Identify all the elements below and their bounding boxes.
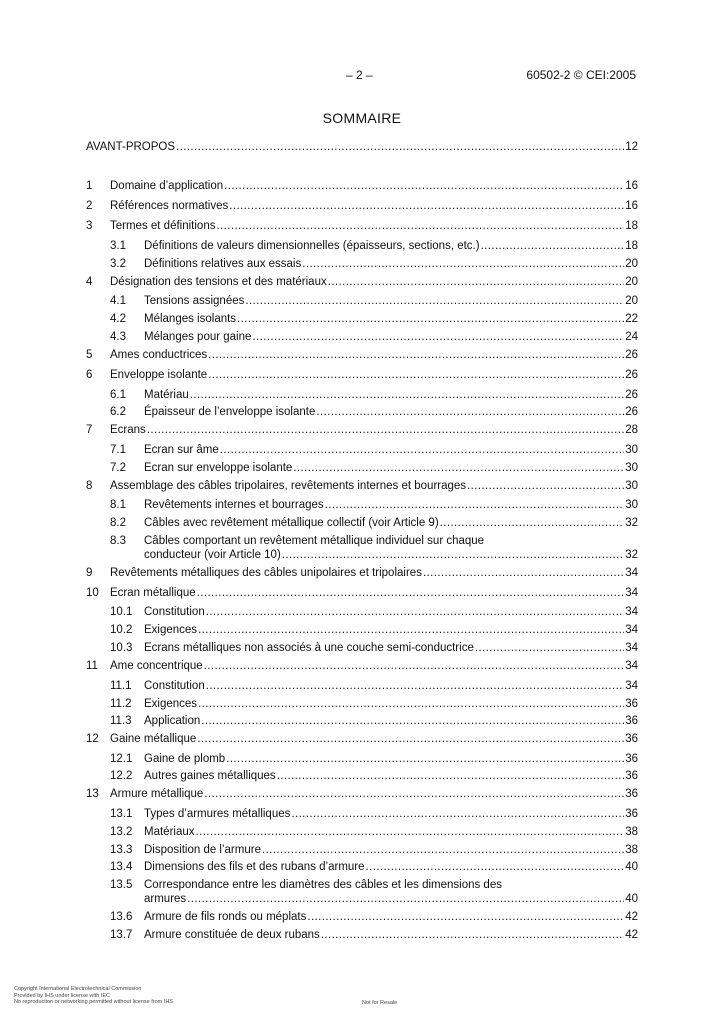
toc-entry[interactable] <box>86 910 638 924</box>
toc-entry-page: 40 <box>625 861 638 873</box>
toc-entry-number: 13.2 <box>110 826 133 838</box>
dot-leader <box>198 623 624 637</box>
dot-leader <box>216 219 624 233</box>
toc-entry-title: Définitions de valeurs dimensionnelles (épaisseurs, sections, etc.) <box>144 240 480 252</box>
toc-entry-page: 24 <box>625 331 638 343</box>
toc-entry-title: Constitution <box>144 606 205 618</box>
dot-leader <box>282 548 624 562</box>
toc-entry[interactable] <box>86 368 638 382</box>
resale-notice: Not for Resale <box>362 1000 398 1006</box>
dot-leader <box>224 179 624 193</box>
toc-entry-title: Disposition de l’armure <box>144 844 261 856</box>
toc-entry-page: 16 <box>625 200 638 212</box>
toc-entry-title: Gaine de plomb <box>144 753 226 765</box>
toc-entry-number: 7.1 <box>110 444 126 456</box>
dot-leader <box>302 257 624 271</box>
toc-entry-title: Désignation des tensions et des matériaux <box>110 276 327 288</box>
toc-entry-page: 42 <box>625 911 638 923</box>
toc-entry-number: 6.1 <box>110 389 126 401</box>
toc-entry-page: 26 <box>625 369 638 381</box>
toc-entry-title: Termes et définitions <box>110 220 216 232</box>
copyright-line: No reproduction or networking permitted without license from IHS <box>14 999 173 1005</box>
toc-entry-title: Ecran sur enveloppe isolante <box>144 462 293 474</box>
toc-entry-title: Dimensions des fils et des rubans d’armure <box>144 861 365 873</box>
toc-entry-title: Mélanges pour gaine <box>144 331 252 343</box>
toc-entry-number: 13.3 <box>110 844 133 856</box>
toc-entry-page: 36 <box>625 808 638 820</box>
toc-entry-page: 34 <box>625 624 638 636</box>
dot-leader <box>316 405 624 419</box>
dot-leader <box>176 140 624 154</box>
toc-entry-number: 8.2 <box>110 517 126 529</box>
dot-leader <box>293 461 624 475</box>
dot-leader <box>475 641 624 655</box>
toc-entry-number: 13.1 <box>110 808 133 820</box>
toc-entry-number: 8.1 <box>110 499 126 511</box>
dot-leader <box>190 388 624 402</box>
dot-leader <box>206 679 624 693</box>
toc-entry-number: 2 <box>86 200 93 212</box>
toc-entry[interactable] <box>86 219 638 233</box>
toc-entry-title: Épaisseur de l’enveloppe isolante <box>144 406 316 418</box>
toc-entry[interactable] <box>86 641 638 655</box>
toc-entry-number: 13.7 <box>110 929 133 941</box>
copyright-notice <box>14 986 173 1006</box>
dot-leader <box>291 807 624 821</box>
toc-entry-page: 18 <box>625 240 638 252</box>
toc-entry[interactable] <box>86 752 638 766</box>
toc-entry-page: 36 <box>625 698 638 710</box>
toc-entry-page: 34 <box>625 680 638 692</box>
toc-entry[interactable] <box>86 140 638 154</box>
page-title: SOMMAIRE <box>322 110 402 126</box>
dot-leader <box>196 825 625 839</box>
dot-leader <box>197 732 624 746</box>
toc-entry-title-continued: conducteur (voir Article 10) <box>144 549 281 561</box>
toc-entry-page: 36 <box>625 770 638 782</box>
dot-leader <box>440 516 625 530</box>
toc-entry-number: 13.4 <box>110 861 133 873</box>
toc-entry[interactable] <box>86 516 638 530</box>
toc-entry-title: Domaine d’application <box>110 180 224 192</box>
toc-entry[interactable] <box>86 732 638 746</box>
toc-entry-number: 8 <box>86 480 93 492</box>
toc-entry[interactable] <box>86 586 638 600</box>
toc-entry-number: 11 <box>86 660 98 672</box>
toc-entry-number: 8.3 <box>110 535 126 547</box>
toc-entry[interactable] <box>86 843 638 857</box>
dot-leader <box>147 423 624 437</box>
page-number: – 2 – <box>346 68 373 82</box>
toc-entry[interactable] <box>86 928 638 942</box>
toc-entry-number: 13.6 <box>110 911 133 923</box>
toc-entry-title: Armure de fils ronds ou méplats <box>144 911 307 923</box>
dot-leader <box>237 312 624 326</box>
toc-entry-page: 26 <box>625 406 638 418</box>
toc-entry-page: 34 <box>625 587 638 599</box>
toc-entry-page: 20 <box>625 276 638 288</box>
toc-entry-title: Exigences <box>144 624 198 636</box>
dot-leader <box>467 479 624 493</box>
toc-entry-page: 18 <box>625 220 638 232</box>
toc-entry-number: 10 <box>86 587 99 599</box>
toc-entry-title: Définitions relatives aux essais <box>144 258 302 270</box>
toc-entry-number: 10.2 <box>110 624 133 636</box>
toc-entry-number: 3.2 <box>110 258 126 270</box>
toc-entry-number: 11.1 <box>110 680 132 692</box>
dot-leader <box>187 892 624 906</box>
toc-entry-page: 32 <box>625 549 638 561</box>
dot-leader <box>277 769 625 783</box>
dot-leader <box>197 586 625 600</box>
toc-entry-title: Armure métallique <box>110 788 204 800</box>
toc-entry[interactable] <box>86 405 638 419</box>
toc-entry-title: Types d’armures métalliques <box>144 808 291 820</box>
toc-entry-page: 38 <box>625 826 638 838</box>
dot-leader <box>226 752 624 766</box>
toc-entry[interactable] <box>86 423 638 437</box>
toc-entry-title: Tensions assignées <box>144 295 245 307</box>
toc-entry[interactable] <box>86 239 638 253</box>
toc-entry-number: 6.2 <box>110 406 126 418</box>
toc-entry-title: Ames conductrices <box>110 349 208 361</box>
toc-entry-number: 4.2 <box>110 313 126 325</box>
toc-entry-title-continued: armures <box>144 893 187 905</box>
toc-entry-page: 20 <box>625 258 638 270</box>
toc-entry-continuation[interactable] <box>86 548 638 562</box>
toc-entry-number: 13.5 <box>110 879 133 891</box>
toc-entry-page: 12 <box>625 141 638 153</box>
toc-entry-page: 36 <box>625 753 638 765</box>
toc-entry-number: 3 <box>86 220 93 232</box>
toc-entry-title: Références normatives <box>110 200 229 212</box>
toc-entry-number: 4.1 <box>110 295 126 307</box>
toc-entry-page: 26 <box>625 349 638 361</box>
toc-entry-page: 34 <box>625 642 638 654</box>
toc-entry-number: 7 <box>86 424 93 436</box>
toc-entry-page: 30 <box>625 499 638 511</box>
toc-entry-number: 10.3 <box>110 642 133 654</box>
toc-entry[interactable] <box>86 330 638 344</box>
toc-entry-title: Matériaux <box>144 826 195 838</box>
toc-entry-page: 32 <box>625 517 638 529</box>
toc-entry-page: 28 <box>625 424 638 436</box>
toc-entry[interactable] <box>86 769 638 783</box>
toc-entry-page: 30 <box>625 480 638 492</box>
toc-entry-title: Revêtements internes et bourrages <box>144 499 324 511</box>
dot-leader <box>201 714 624 728</box>
toc-entry-number: 4 <box>86 276 93 288</box>
toc-entry-title: Ecran sur âme <box>144 444 219 456</box>
dot-leader <box>262 843 624 857</box>
dot-leader <box>423 566 624 580</box>
dot-leader <box>481 239 625 253</box>
toc-entry-page: 34 <box>625 660 638 672</box>
toc-entry-number: 9 <box>86 567 93 579</box>
toc-entry[interactable] <box>86 294 638 308</box>
dot-leader <box>204 787 624 801</box>
toc-entry[interactable] <box>86 199 638 213</box>
toc-entry[interactable] <box>86 659 638 673</box>
dot-leader <box>206 605 624 619</box>
toc-entry-page: 42 <box>625 929 638 941</box>
toc-entry[interactable] <box>86 825 638 839</box>
toc-entry-title: Enveloppe isolante <box>110 369 208 381</box>
toc-entry[interactable] <box>86 498 638 512</box>
standard-reference: 60502-2 © CEI:2005 <box>526 68 636 82</box>
toc-entry[interactable] <box>86 479 638 493</box>
toc-entry-page: 22 <box>625 313 638 325</box>
copyright-line: Copyright International Electrotechnical Commission <box>14 986 142 992</box>
toc-entry-continuation[interactable] <box>86 892 638 906</box>
dot-leader <box>208 368 624 382</box>
toc-entry-title: Matériau <box>144 389 189 401</box>
toc-entry-page: 38 <box>625 844 638 856</box>
dot-leader <box>307 910 624 924</box>
toc-entry-number: 12.2 <box>110 770 133 782</box>
toc-entry[interactable] <box>86 605 638 619</box>
toc-entry-title: Ecrans <box>110 424 146 436</box>
toc-entry-title: Armure constituée de deux rubans <box>144 929 320 941</box>
dot-leader <box>204 659 625 673</box>
dot-leader <box>245 294 624 308</box>
dot-leader <box>198 697 624 711</box>
toc-entry[interactable] <box>86 679 638 693</box>
toc-entry-number: 11.3 <box>110 715 132 727</box>
toc-entry-page: 34 <box>625 567 638 579</box>
toc-entry-title: Application <box>144 715 201 727</box>
toc-entry-title: Câbles comportant un revêtement métallique individuel sur chaque <box>144 535 485 547</box>
toc-entry-number: 1 <box>86 180 93 192</box>
toc-entry[interactable] <box>86 714 638 728</box>
toc-entry[interactable] <box>86 443 638 457</box>
toc-entry-title: Assemblage des câbles tripolaires, revêtements internes et bourrages <box>110 480 467 492</box>
toc-entry-page: 20 <box>625 295 638 307</box>
toc-entry-title: Ame concentrique <box>110 660 203 672</box>
toc-entry-title: Gaine métallique <box>110 733 197 745</box>
toc-entry-title: Ecrans métalliques non associés à une couche semi-conductrice <box>144 642 474 654</box>
toc-entry[interactable] <box>86 787 638 801</box>
toc-entry[interactable] <box>86 697 638 711</box>
toc-entry[interactable] <box>86 388 638 402</box>
toc-entry-number: 6 <box>86 369 93 381</box>
toc-entry-page: 30 <box>625 444 638 456</box>
toc-entry[interactable] <box>86 275 638 289</box>
toc-entry-page: 36 <box>625 715 638 727</box>
toc-entry-number: 12 <box>86 733 99 745</box>
toc-entry-number: 5 <box>86 349 93 361</box>
toc-entry-page: 16 <box>625 180 638 192</box>
toc-entry-title: Constitution <box>144 680 205 692</box>
toc-entry[interactable] <box>86 348 638 362</box>
toc-entry-title: Ecran métallique <box>110 587 196 599</box>
dot-leader <box>220 443 624 457</box>
dot-leader <box>325 498 625 512</box>
toc-entry-title: Correspondance entre les diamètres des câbles et les dimensions des <box>144 879 502 891</box>
toc-entry[interactable] <box>86 623 638 637</box>
dot-leader <box>208 348 624 362</box>
toc-entry-title: Câbles avec revêtement métallique collectif (voir Article 9) <box>144 517 439 529</box>
toc-entry-number: 12.1 <box>110 753 133 765</box>
toc-entry-page: 26 <box>625 389 638 401</box>
toc-entry[interactable] <box>86 312 638 326</box>
toc-entry-number: 10.1 <box>110 606 133 618</box>
toc-entry-number: 3.1 <box>110 240 126 252</box>
dot-leader <box>229 199 624 213</box>
toc-entry[interactable] <box>86 566 638 580</box>
toc-entry[interactable] <box>86 878 638 892</box>
toc-entry-page: 34 <box>625 606 638 618</box>
toc-entry[interactable] <box>86 179 638 193</box>
toc-entry-title: Exigences <box>144 698 198 710</box>
toc-entry[interactable] <box>86 461 638 475</box>
toc-entry-title: Revêtements métalliques des câbles unipolaires et tripolaires <box>110 567 422 579</box>
toc-entry[interactable] <box>86 807 638 821</box>
toc-entry-page: 36 <box>625 733 638 745</box>
dot-leader <box>252 330 624 344</box>
copyright-line: Provided by IHS under license with IEC <box>14 992 110 999</box>
toc-entry[interactable] <box>86 257 638 271</box>
toc-entry-page: 30 <box>625 462 638 474</box>
toc-entry-number: 7.2 <box>110 462 126 474</box>
toc-entry-title: Autres gaines métalliques <box>144 770 276 782</box>
toc-entry-page: 40 <box>625 893 638 905</box>
dot-leader <box>328 275 624 289</box>
toc-entry[interactable] <box>86 534 638 548</box>
dot-leader <box>321 928 624 942</box>
toc-entry-number: 11.2 <box>110 698 132 710</box>
toc-entry-page: 36 <box>625 788 638 800</box>
toc-entry[interactable] <box>86 860 638 874</box>
toc-entry-title: Mélanges isolants <box>144 313 237 325</box>
toc-entry-number: 4.3 <box>110 331 126 343</box>
toc-entry-number: 13 <box>86 788 99 800</box>
dot-leader <box>366 860 625 874</box>
toc-entry-title: AVANT-PROPOS <box>86 141 176 153</box>
